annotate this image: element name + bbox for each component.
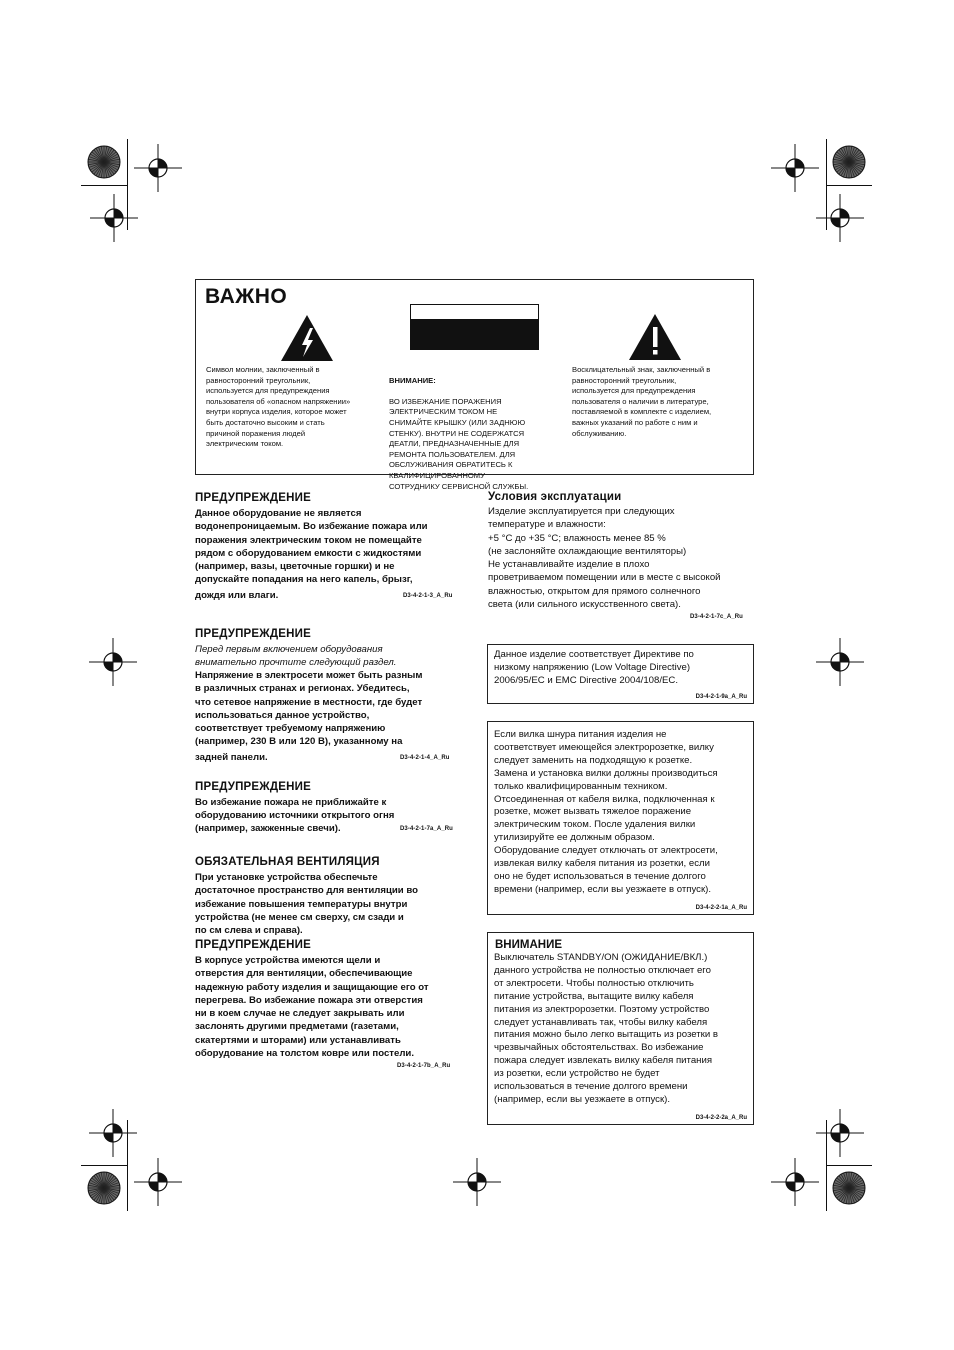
warning-intro-voltage: Перед первым включением оборудования внимательно прочтите следующий раздел.: [195, 644, 397, 669]
registration-crosshair-mark: [90, 194, 138, 242]
lvd-notice-text: Данное изделие соответствует Директиве по низкому напряжению (Low Voltage Directive) 2006/95/EC и EMC Directive 2004/108/EC.: [494, 649, 694, 686]
warning-heading-fire: ПРЕДУПРЕЖДЕНИЕ: [195, 781, 311, 793]
warning-heading-openings: ПРЕДУПРЕЖДЕНИЕ: [195, 939, 311, 951]
lightning-warning-icon: [280, 314, 334, 367]
trim-line: [81, 185, 127, 186]
standby-notice-box: [487, 932, 754, 1125]
trim-line: [826, 1165, 872, 1166]
registration-starburst-mark: [87, 1171, 121, 1205]
registration-starburst-mark: [832, 145, 866, 179]
warning-heading-voltage: ПРЕДУПРЕЖДЕНИЕ: [195, 628, 311, 640]
lightning-description: Символ молнии, заключенный в равносторонний треугольник, используется для предупреждения пользователя об «опасном напряжении» внутри корпуса изделия, которое может быть достаточно высоким и стать причиной поражения людей электрическим током.: [206, 365, 351, 449]
lvd-notice-box: [487, 644, 754, 704]
doc-code: D3-4-2-2-1a_A_Ru: [695, 905, 747, 911]
registration-crosshair-mark: [134, 1158, 182, 1206]
warning-text-voltage: Напряжение в электросети может быть разным в различных странах и регионах. Убедитесь, что сетевое напряжение в местности, где будет использоваться данное устройство, соответствует требуемому напряжению (например, 230 В или 120 В), указанному на: [195, 670, 423, 748]
standby-heading: ВНИМАНИЕ: [495, 939, 563, 951]
caution-label-graphic: [410, 304, 539, 350]
caution-text: ВО ИЗБЕЖАНИЕ ПОРАЖЕНИЯ ЭЛЕКТРИЧЕСКИМ ТОКОМ НЕ СНИМАЙТЕ КРЫШКУ (ИЛИ ЗАДНЮЮ СТЕНКУ). ВНУТРИ НЕ СОДЕРЖАТСЯ ДЕАТЛИ, ПРЕДНАЗНАЧЕННЫЕ ДЛЯ РЕМОНТА ПОЛЬЗОВАТЕЛЕМ. ДЛЯ ОБСЛУЖИВАНИЯ ОБРАТИТЕСЬ К КВАЛИФИЦИРОВАННОМУ СОТРУДНИКУ СЕРВИСНОЙ СЛУЖБЫ.: [389, 396, 529, 491]
registration-crosshair-mark: [134, 144, 182, 192]
registration-crosshair-mark: [771, 144, 819, 192]
warning-text-openings: В корпусе устройства имеются щели и отверстия для вентиляции, обеспечивающие надежную работу изделия и защищающие его от перегрева. Во избежание пожара эти отверстия ни в коем случае не следует закрывать или заслонять другими предметами (газетами, скатертями и шторами) или устанавливать оборудование на толстом ковре или постели.: [195, 955, 429, 1060]
warning-text-voltage-last: задней панели.: [195, 752, 268, 763]
trim-line: [127, 139, 128, 185]
warning-text-fire-last: (например, зажженные свечи).: [195, 823, 341, 834]
exclamation-warning-icon: [628, 313, 682, 366]
conditions-text: Изделие эксплуатируется при следующих температуре и влажности: +5 °C до +35 °C; влажность менее 85 % (не заслоняйте охлаждающие вентиляторы) Не устанавливайте изделие в плохо проветриваемом помещении или в месте с высокой влажностью, открытом для прямого солнечного света (или сильного искусственного света).: [488, 506, 721, 611]
trim-line: [127, 185, 128, 230]
doc-code: D3-4-2-1-3_A_Ru: [403, 593, 453, 599]
doc-code: D3-4-2-1-4_A_Ru: [400, 755, 450, 761]
registration-crosshair-mark: [89, 1109, 137, 1157]
exclamation-description: Восклицательный знак, заключенный в равносторонний треугольник, используется для предупреждения пользователя о наличии в литературе, поставляемой в комплекте с изделием, важных указаний по работе с ним и обслуживанию.: [572, 365, 712, 438]
plug-notice-text: Если вилка шнура питания изделия не соответствует имеющейся электророзетке, вилку следует заменить на подходящую к розетке. Замена и установка вилки должны производиться только квалифицированным техником. Отсоединенная от кабеля вилка, подключенная к розетке, может вызвать тяжелое поражение электрическим током. После удаления вилки утилизируйте ее должным образом. Оборудование следует отключать от электросети, извлекая вилку кабеля питания из розетки, если оно не будет использоваться в течение долгого времени (например, если вы уезжаете в отпуск).: [494, 729, 718, 895]
doc-code: D3-4-2-1-7c_A_Ru: [690, 614, 743, 620]
caution-heading: ВНИМАНИЕ:: [389, 375, 436, 385]
registration-crosshair-mark: [771, 1158, 819, 1206]
trim-line: [826, 185, 872, 186]
trim-line: [826, 139, 827, 230]
important-title: ВАЖНО: [205, 285, 288, 308]
warning-text-water: Данное оборудование не является водонепроницаемым. Во избежание пожара или поражения электрическим током не помещайте рядом с оборудованием емкости с жидкостями (например, вазы, цветочные горшки) и не допускайте попадания на него капель, брызг,: [195, 508, 428, 586]
conditions-heading: Условия эксплуатации: [488, 491, 622, 503]
registration-starburst-mark: [87, 145, 121, 179]
important-box: [195, 279, 754, 491]
standby-text: Выключатель STANDBY/ON (ОЖИДАНИЕ/ВКЛ.) данного устройства не полностью отключает его от электросети. Чтобы полностью отключить питание устройства, вытащите вилку кабеля питания из электророзетки. Поэтому устройство следует устанавливать так, чтобы вилку кабеля питания можно было легко вытащить из розетки в чрезвычайных обстоятельствах. Во избежание пожара следует извлекать вилку кабеля питания из розетки, если устройство не будет использоваться в течение долгого времени (например, если вы уезжаете в отпуск).: [494, 952, 719, 1105]
warning-text-fire: Во избежание пожара не приближайте к оборудованию источники открытого огня: [195, 797, 395, 822]
registration-crosshair-mark: [816, 638, 864, 686]
warning-heading-water: ПРЕДУПРЕЖДЕНИЕ: [195, 492, 311, 504]
registration-crosshair-mark: [816, 194, 864, 242]
warning-text-water-last: дождя или влаги.: [195, 590, 279, 601]
trim-line: [826, 1120, 827, 1211]
doc-code: D3-4-2-1-7a_A_Ru: [400, 826, 453, 832]
doc-code: D3-4-2-1-7b_A_Ru: [397, 1063, 451, 1069]
ventilation-text: При установке устройства обеспечьте достаточное пространство для вентиляции во избежание повышения температуры внутри устройства (не менее см сверху, см сзади и по см слева и справа).: [195, 872, 418, 937]
registration-crosshair-mark: [816, 1109, 864, 1157]
plug-notice-box: [487, 721, 754, 915]
registration-crosshair-mark: [453, 1158, 501, 1206]
registration-crosshair-mark: [89, 638, 137, 686]
caution-description: [389, 365, 564, 503]
trim-line: [81, 1165, 127, 1166]
trim-line: [127, 1120, 128, 1211]
doc-code: D3-4-2-2-2a_A_Ru: [695, 1115, 747, 1121]
doc-code: D3-4-2-1-9a_A_Ru: [695, 694, 747, 700]
registration-starburst-mark: [832, 1171, 866, 1205]
ventilation-heading: ОБЯЗАТЕЛЬНАЯ ВЕНТИЛЯЦИЯ: [195, 856, 380, 868]
